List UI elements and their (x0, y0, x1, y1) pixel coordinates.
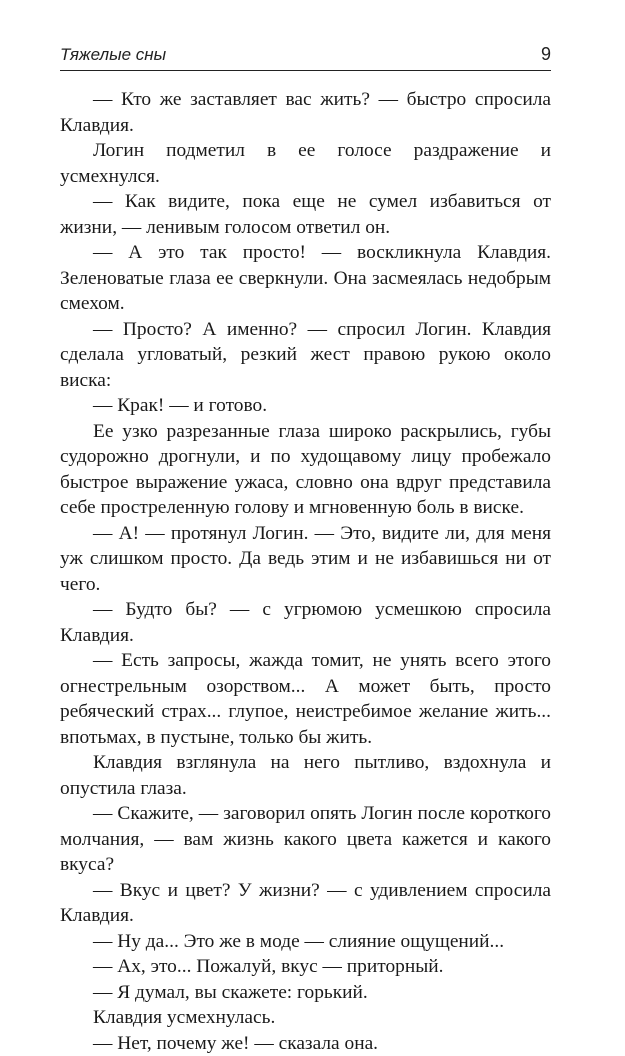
paragraph: Клавдия взглянула на него пытливо, вздохнула и опустила глаза. (60, 750, 551, 801)
paragraph: — Крак! — и готово. (60, 393, 551, 419)
running-title: Тяжелые сны (60, 45, 166, 65)
paragraph: — Скажите, — заговорил опять Логин после короткого молчания, — вам жизнь какого цвета кажется и какого вкуса? (60, 801, 551, 878)
paragraph: — А! — протянул Логин. — Это, видите ли, для меня уж слишком просто. Да ведь этим и не избавишься ни от чего. (60, 521, 551, 598)
paragraph: — А это так просто! — воскликнула Клавдия. Зеленоватые глаза ее сверкнули. Она засмеялась недобрым смехом. (60, 240, 551, 317)
paragraph: Логин подметил в ее голосе раздражение и усмехнулся. (60, 138, 551, 189)
paragraph: — Ну да... Это же в моде — слияние ощущений... (60, 929, 551, 955)
running-header (60, 44, 551, 71)
paragraph: — Нет, почему же! — сказала она. (60, 1031, 551, 1056)
paragraph: — Ах, это... Пожалуй, вкус — приторный. (60, 954, 551, 980)
paragraph: Клавдия усмехнулась. (60, 1005, 551, 1031)
paragraph: — Я думал, вы скажете: горький. (60, 980, 551, 1006)
paragraph: — Кто же заставляет вас жить? — быстро спросила Клавдия. (60, 87, 551, 138)
body-text (60, 87, 551, 1056)
paragraph: — Будто бы? — с угрюмою усмешкою спросила Клавдия. (60, 597, 551, 648)
paragraph: — Есть запросы, жажда томит, не унять всего этого огнестрельным озорством... А может быть, просто ребяческий страх... глупое, неистребимое желание жить... впотьмах, в пустыне, только бы жить. (60, 648, 551, 750)
paragraph: — Вкус и цвет? У жизни? — с удивлением спросила Клавдия. (60, 878, 551, 929)
paragraph: — Просто? А именно? — спросил Логин. Клавдия сделала угловатый, резкий жест правою рукою около виска: (60, 317, 551, 394)
paragraph: Ее узко разрезанные глаза широко раскрылись, губы судорожно дрогнули, и по худощавому лицу пробежало быстрое выражение ужаса, словно она вдруг представила себе простреленную голову и мгновенную боль в виске. (60, 419, 551, 521)
paragraph: — Как видите, пока еще не сумел избавиться от жизни, — ленивым голосом ответил он. (60, 189, 551, 240)
page-number: 9 (541, 44, 551, 65)
